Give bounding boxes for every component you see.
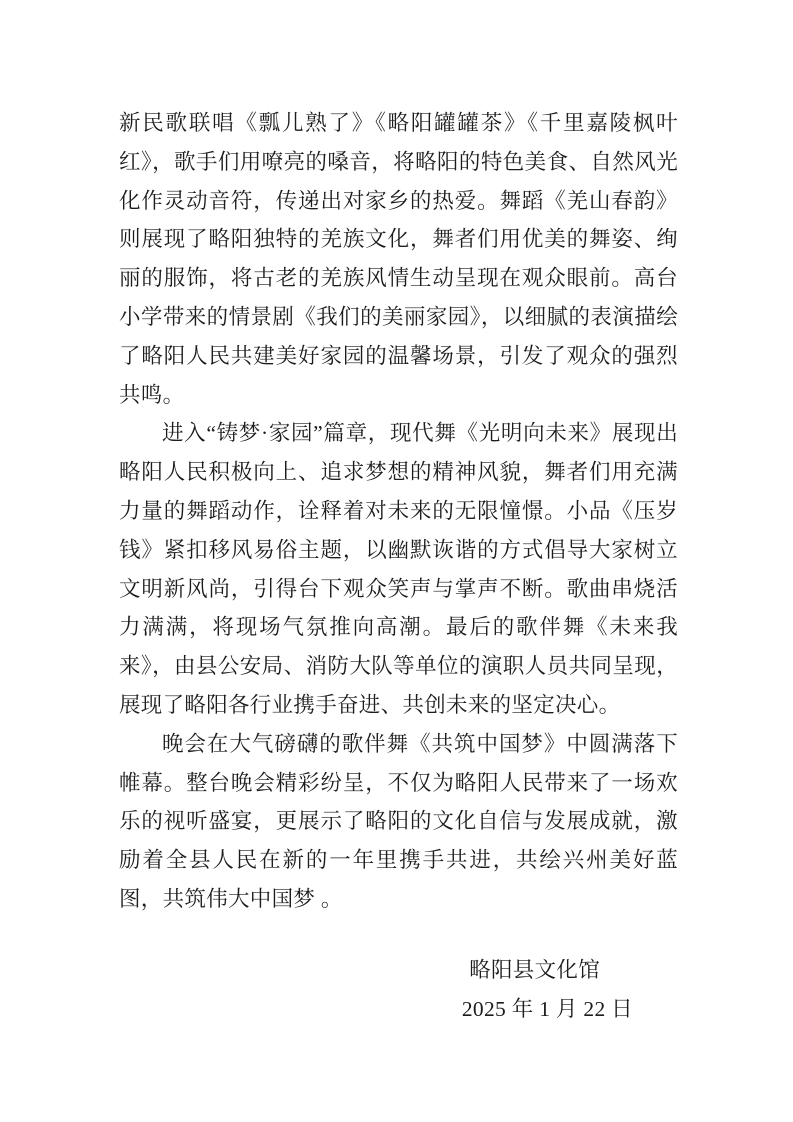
paragraph-finale-summary: 晚会在大气磅礴的歌伴舞《共筑中国梦》中圆满落下帷幕。整台晚会精彩纷呈，不仅为略阳人民带来了一场欢乐的视听盛宴，更展示了略阳的文化自信与发展成就，激励着全县人民在新的一年里携手共进，共绘兴州美好蓝图，共筑伟大中国梦 。 bbox=[119, 731, 678, 911]
document-body bbox=[119, 104, 678, 1028]
signature-organization: 略阳县文化馆 bbox=[469, 957, 600, 982]
paragraph-performance-folk-songs: 新民歌联唱《瓢儿熟了》《略阳罐罐茶》《千里嘉陵枫叶红》，歌手们用嘹亮的嗓音，将略阳的特色美食、自然风光化作灵动音符，传递出对家乡的热爱。舞蹈《羌山春韵》则展现了略阳独特的羌族文化，舞者们用优美的舞姿、绚丽的服饰，将古老的羌族风情生动呈现在观众眼前。高台小学带来的情景剧《我们的美丽家园》，以细腻的表演描绘了略阳人民共建美好家园的温馨场景，引发了观众的强烈共鸣。 bbox=[119, 111, 678, 407]
signature-block bbox=[119, 951, 678, 1029]
signature-date: 2025 年 1 月 22 日 bbox=[461, 996, 633, 1021]
paragraph-chapter-dream-home: 进入“铸梦·家园”篇章，现代舞《光明向未来》展现出略阳人民积极向上、追求梦想的精神风貌，舞者们用充满力量的舞蹈动作，诠释着对未来的无限憧憬。小品《压岁钱》紧扣移风易俗主题，以幽默诙谐的方式倡导大家树立文明新风尚，引得台下观众笑声与掌声不断。歌曲串烧活力满满，将现场气氛推向高潮。最后的歌伴舞《未来我来》，由县公安局、消防大队等单位的演职人员共同呈现，展现了略阳各行业携手奋进、共创未来的坚定决心。 bbox=[119, 421, 678, 717]
